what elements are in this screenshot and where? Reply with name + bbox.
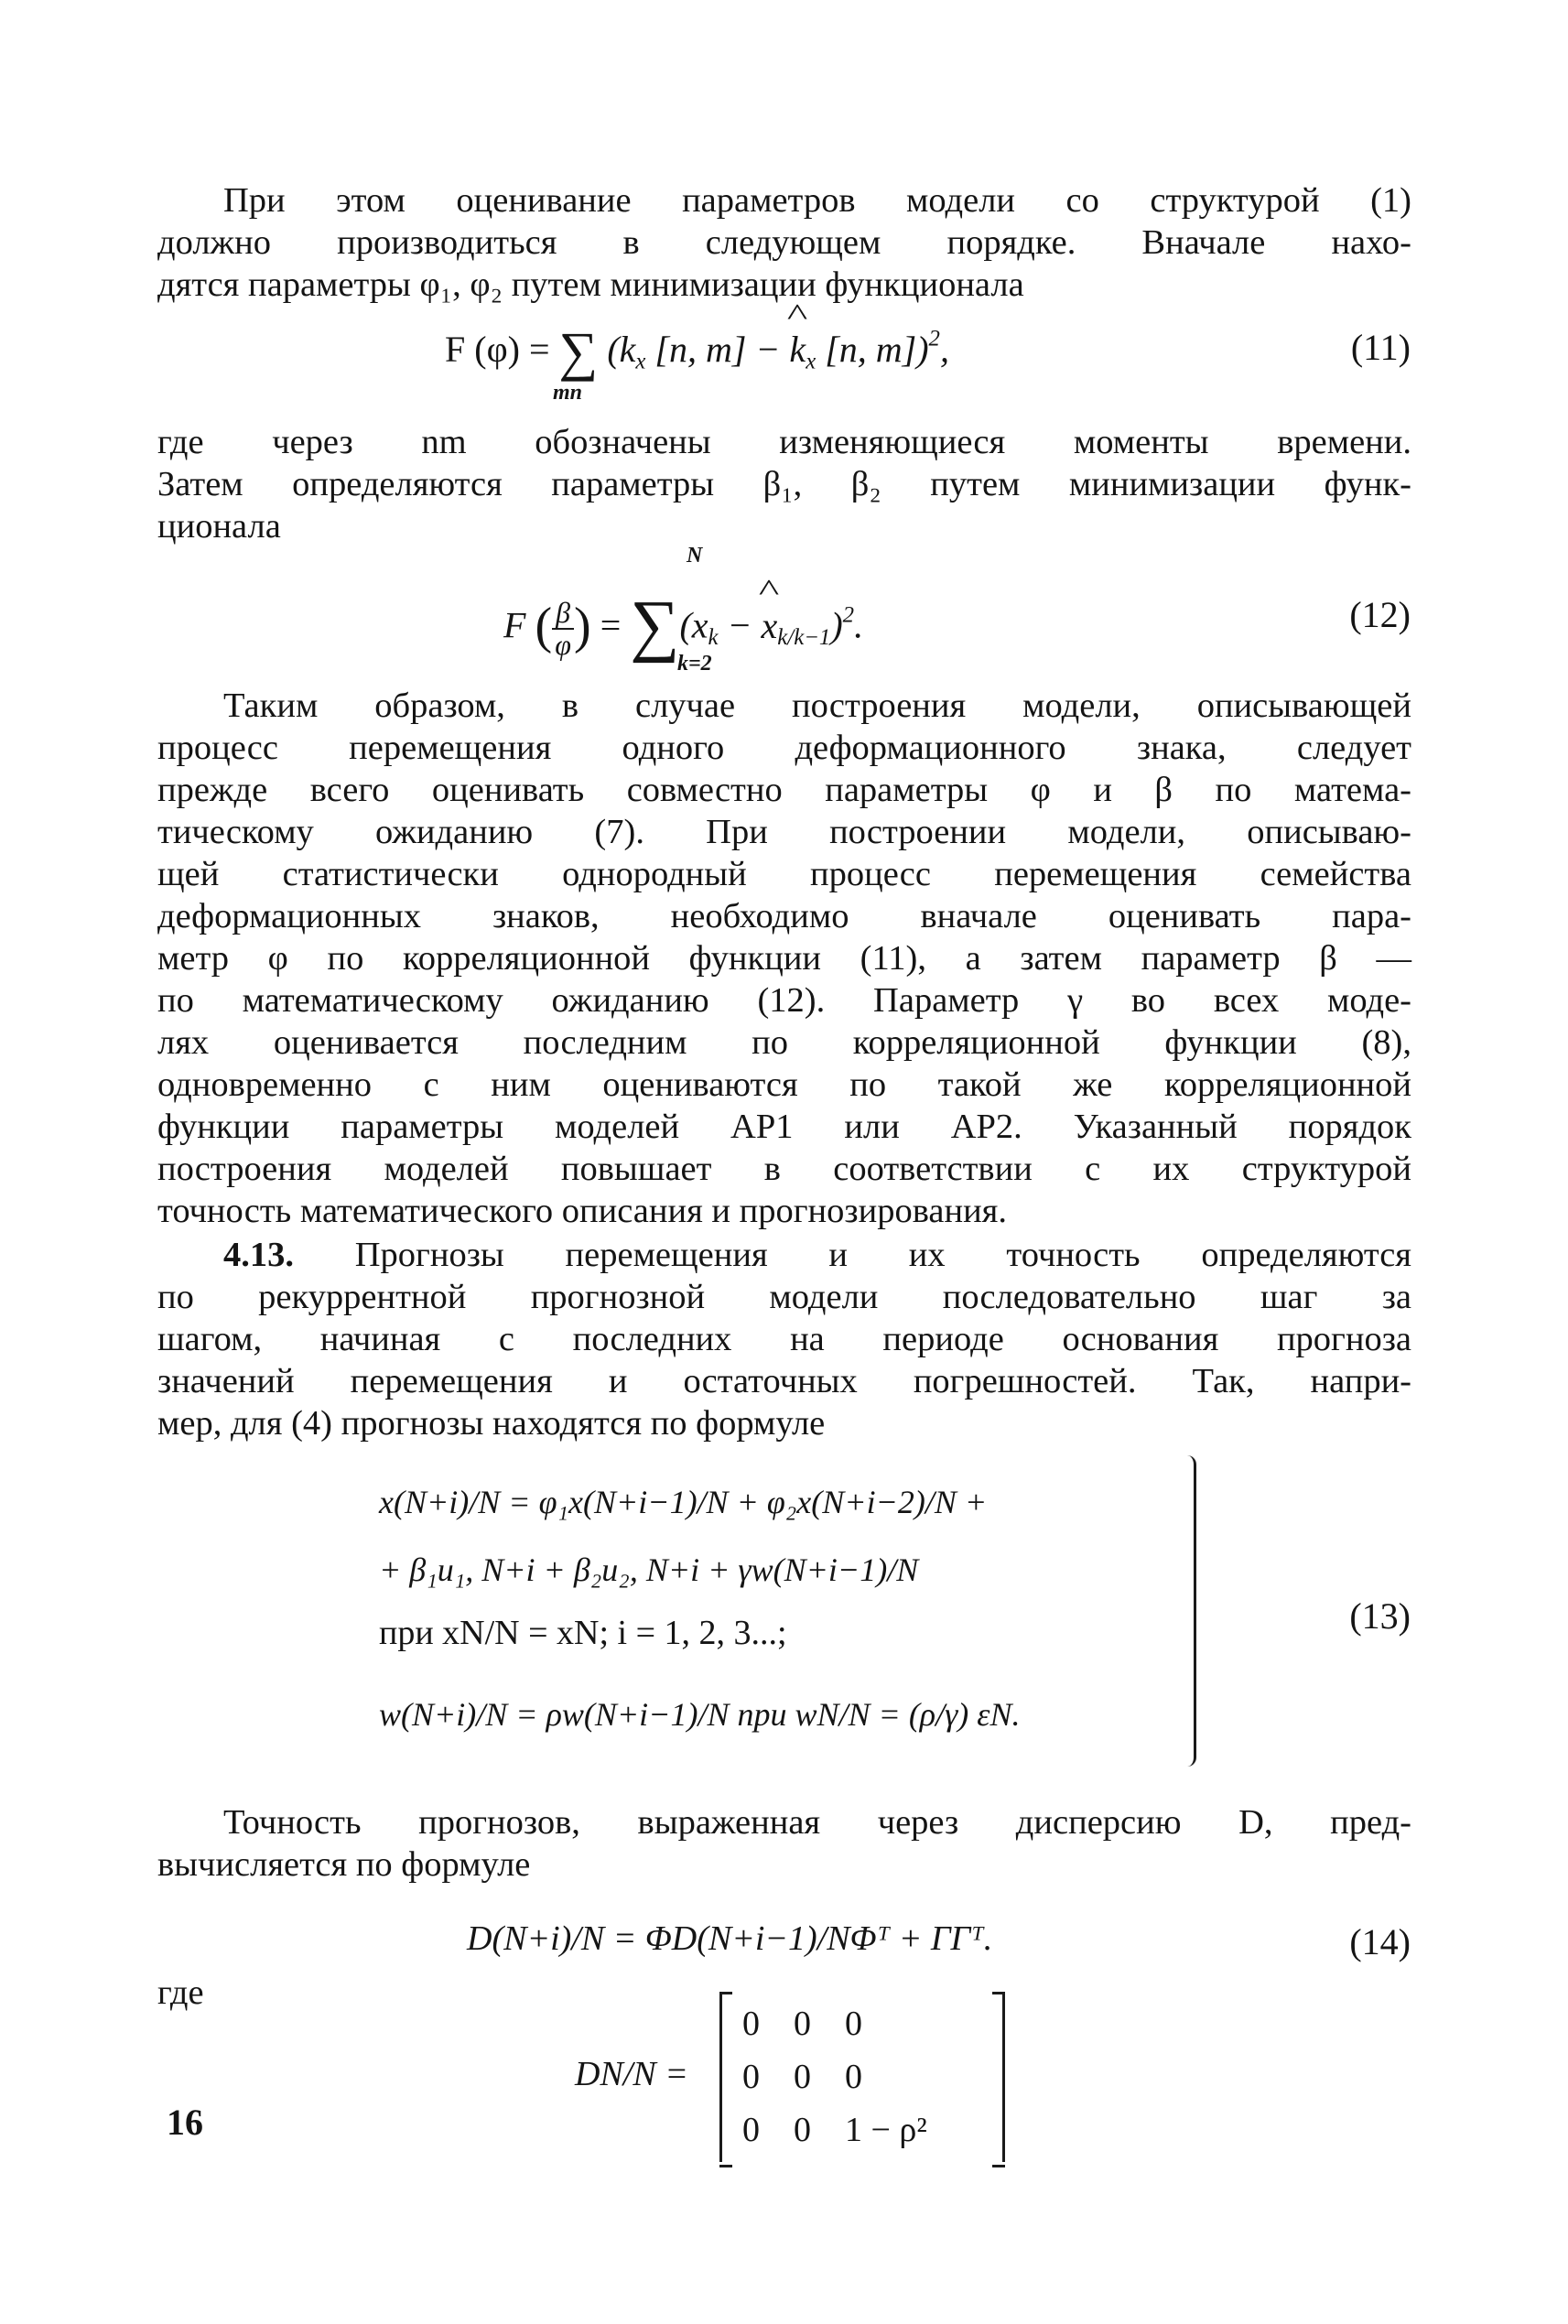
right-brace <box>1181 1455 1196 1767</box>
formula-12: F ( $\frac{\beta}{\varphi}$ ) = $\sum(x_k$ − ^ $x_{k/k-1})^2$. N k=2 <box>503 586 863 665</box>
text-line: построения моделей повышает в соответствии с их структурой <box>157 1150 1411 1188</box>
text-line: Точность прогнозов, выраженная через дисперсию D, пред- <box>223 1803 1411 1842</box>
sum-symbol: ∑ <box>558 321 599 382</box>
formula-14: D(N+i)/N = ΦD(N+i−1)/NΦᵀ + ΓΓᵀ. <box>467 1919 993 1958</box>
formula-13-line-4: w(N+i)/N = ρw(N+i−1)/N при wN/N = (ρ/γ) εN. <box>379 1696 1021 1733</box>
text-line: вычисляется по формуле <box>157 1845 531 1884</box>
text-line: 4.13. Прогнозы перемещения и их точность определяются <box>223 1236 1411 1274</box>
text-line: лях оценивается последним по корреляционной функции (8), <box>157 1023 1411 1062</box>
text-line: деформационных знаков, необходимо вначале оценивать пара- <box>157 897 1411 935</box>
paragraph-summary <box>157 685 1411 1232</box>
matrix-cell: 0 <box>794 2005 811 2043</box>
text-line: прежде всего оценивать совместно параметры φ и β по матема- <box>157 771 1411 809</box>
matrix-cell: 0 <box>742 2005 760 2043</box>
paragraph-4-13 <box>157 1234 1411 1444</box>
matrix-dnn <box>719 1992 1005 2162</box>
text-line: метр φ по корреляционной функции (11), а затем параметр β — <box>157 939 1411 978</box>
matrix-cell: 0 <box>845 2005 862 2043</box>
formula-13-line-1: x(N+i)/N = φ₁x(N+i−1)/N + φ₂x(N+i−2)/N + <box>379 1484 988 1520</box>
text-line: щей статистически однородный процесс перемещения семейства <box>157 855 1411 893</box>
matrix-cell: 1 − ρ² <box>845 2111 927 2149</box>
text-line: функции параметры моделей АР1 или АР2. Указанный порядок <box>157 1108 1411 1146</box>
paragraph-intro <box>157 179 1411 306</box>
matrix-cell: 0 <box>742 2058 760 2096</box>
matrix-cell: 0 <box>845 2058 862 2096</box>
text-line: При этом оценивание параметров модели со структурой (1) <box>223 181 1411 220</box>
equation-number: (14) <box>1349 1921 1411 1962</box>
text-line: должно производиться в следующем порядке. Вначале нахо- <box>157 223 1411 262</box>
text-line: процесс перемещения одного деформационного знака, следует <box>157 729 1411 767</box>
text-line: мер, для (4) прогнозы находятся по формуле <box>157 1404 826 1443</box>
sum-symbol: ∑ <box>630 587 680 664</box>
fraction: $\frac{\beta}{\varphi}$ <box>552 598 574 661</box>
text-line: шагом, начиная с последних на периоде основания прогноза <box>157 1320 1411 1358</box>
equation-number: (13) <box>1349 1595 1411 1637</box>
text-line: Затем определяются параметры β₁, β₂ путем минимизации функ- <box>157 465 1411 503</box>
sum-index: mn <box>553 381 583 405</box>
hat-accent: ^ k <box>789 328 806 371</box>
text-line: Таким образом, в случае построения модели, описывающей <box>223 686 1411 725</box>
equation-number: (12) <box>1349 594 1411 635</box>
paragraph-beta <box>157 421 1411 547</box>
matrix-cell: 0 <box>794 2058 811 2096</box>
matrix-cell: 0 <box>794 2111 811 2149</box>
matrix-cell: 0 <box>742 2111 760 2149</box>
sum-upper: N <box>687 544 703 567</box>
matrix-row <box>742 2050 982 2103</box>
equation-number: (11) <box>1350 327 1411 368</box>
text-line: где через nm обозначены изменяющиеся моменты времени. <box>157 423 1411 461</box>
where-label: где <box>157 1973 204 2012</box>
formula-13-line-3: при xN/N = xN; i = 1, 2, 3...; <box>379 1614 787 1652</box>
text-line: тическому ожиданию (7). При построении модели, описываю- <box>157 813 1411 851</box>
text-line: дятся параметры φ₁, φ₂ путем минимизации функционала <box>157 265 1024 304</box>
formula-lhs: F (φ) = <box>445 329 550 370</box>
text-line: одновременно с ним оцениваются по такой же корреляционной <box>157 1065 1411 1104</box>
paragraph-accuracy <box>157 1801 1411 1886</box>
text-line: точность математического описания и прогнозирования. <box>157 1192 1008 1230</box>
text-line: ционала <box>157 507 281 546</box>
matrix-row <box>742 2103 982 2156</box>
hat-accent: ^ x <box>762 604 778 647</box>
matrix-row <box>742 1997 982 2050</box>
matrix-lhs: DN/N = <box>575 2055 688 2093</box>
section-number: 4.13. <box>223 1236 294 1274</box>
text-line: по рекуррентной прогнозной модели последовательно шаг за <box>157 1278 1411 1316</box>
page-number: 16 <box>167 2102 203 2143</box>
sum-lower: k=2 <box>677 652 712 676</box>
formula-13-line-2: + β₁u₁, N+i + β₂u₂, N+i + γw(N+i−1)/N <box>379 1551 919 1588</box>
formula-11: F (φ) = ∑ ($k_x$ [n, m] − ^ $k_x$ [n, m])$^2$, mn <box>445 320 949 384</box>
text-line: значений перемещения и остаточных погрешностей. Так, напри- <box>157 1362 1411 1400</box>
text-line: по математическому ожиданию (12). Параметр γ во всех моде- <box>157 981 1411 1020</box>
